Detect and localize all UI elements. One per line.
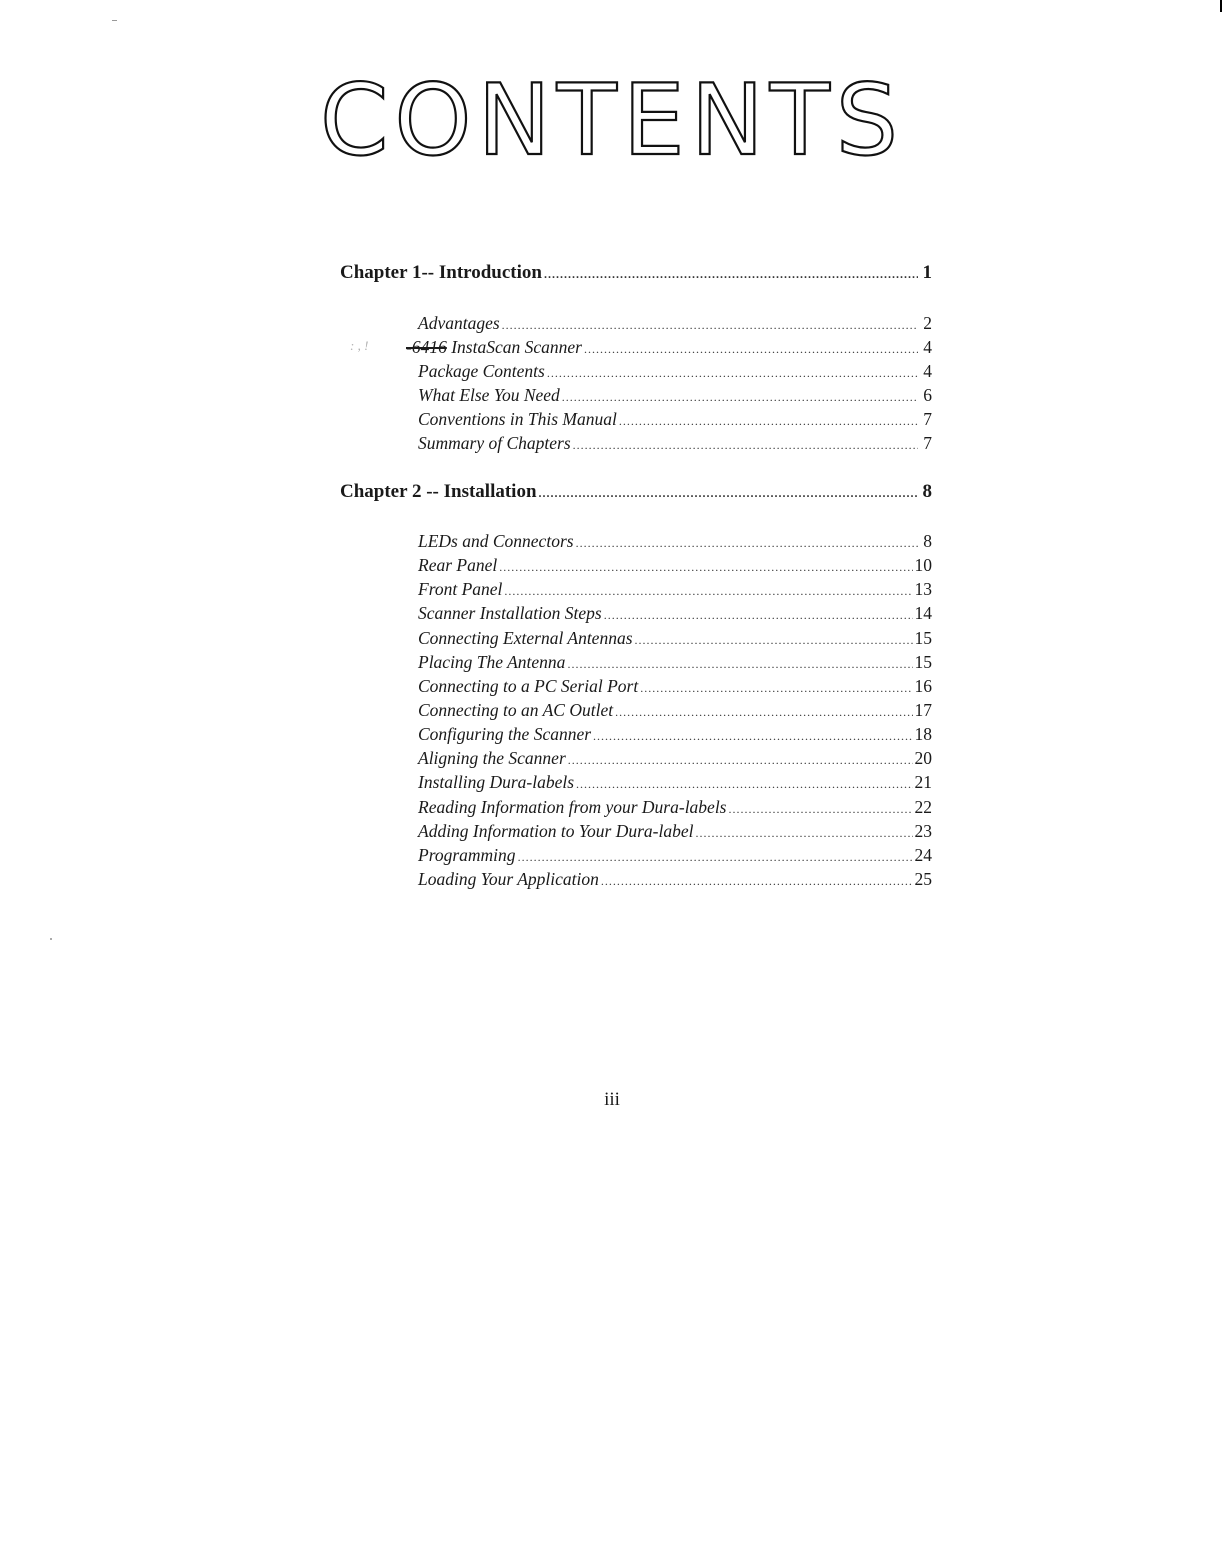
toc-chapter-1[interactable]	[340, 262, 932, 284]
entry-label: What Else You Need	[418, 385, 560, 405]
toc-entry[interactable]	[418, 845, 932, 866]
entry-label: Placing The Antenna	[418, 652, 566, 672]
toc-entry[interactable]	[418, 724, 932, 745]
dot-leader	[567, 657, 912, 672]
entry-page: 20	[914, 748, 932, 768]
entry-label: Connecting to an AC Outlet	[418, 700, 614, 720]
entry-page: 18	[914, 724, 932, 744]
entry-page: 4	[923, 361, 932, 381]
toc-entry[interactable]	[418, 676, 932, 697]
entry-label	[406, 337, 582, 358]
entry-page: 23	[914, 821, 932, 841]
toc-entry[interactable]	[418, 531, 932, 552]
toc-entry[interactable]	[418, 385, 932, 406]
toc-entry[interactable]	[418, 579, 932, 600]
dot-leader	[604, 608, 913, 623]
entry-label: Front Panel	[418, 579, 503, 599]
toc-entry[interactable]	[418, 628, 932, 649]
entry-page: 21	[914, 772, 932, 792]
toc-entry[interactable]	[418, 797, 932, 818]
entry-page: 2	[923, 313, 932, 333]
entry-page: 14	[914, 603, 932, 623]
margin-note: : , !	[350, 338, 369, 353]
dot-leader	[640, 681, 912, 696]
entry-page: 16	[914, 676, 932, 696]
page-title: CONTENTS	[319, 64, 905, 178]
entry-label: Configuring the Scanner	[418, 724, 592, 744]
dot-leader	[635, 633, 913, 648]
chapter-page: 8	[922, 481, 932, 502]
chapter-label: Chapter 1-- Introduction	[340, 262, 542, 283]
dot-leader	[584, 342, 918, 357]
dot-leader	[576, 777, 912, 792]
dot-leader	[601, 874, 913, 889]
entry-page: 4	[923, 337, 932, 357]
entry-label: Advantages	[418, 313, 500, 333]
toc-entry[interactable]	[418, 409, 932, 430]
dot-leader	[502, 318, 918, 333]
entry-page: 25	[914, 869, 932, 889]
entry-label: LEDs and Connectors	[418, 531, 574, 551]
entry-label: Loading Your Application	[418, 869, 599, 889]
toc-entry[interactable]	[418, 869, 932, 890]
dot-leader	[695, 826, 912, 841]
entry-page: 8	[923, 531, 932, 551]
entry-page: 7	[923, 409, 932, 429]
toc-entry[interactable]	[418, 433, 932, 454]
entry-label: Conventions in This Manual	[418, 409, 617, 429]
toc-chapter-2[interactable]	[340, 481, 932, 503]
dot-leader	[568, 753, 913, 768]
dot-leader	[544, 267, 918, 282]
entry-label: Programming	[418, 845, 516, 865]
dot-leader	[619, 414, 918, 429]
entry-label: Scanner Installation Steps	[418, 603, 602, 623]
entry-label: Connecting External Antennas	[418, 628, 633, 648]
dot-leader	[499, 560, 912, 575]
dot-leader	[576, 536, 918, 551]
toc-entry[interactable]	[418, 555, 932, 576]
dot-leader	[562, 390, 918, 405]
entry-label-text: InstaScan Scanner	[451, 337, 582, 357]
entry-page: 10	[914, 555, 932, 575]
entry-page: 7	[923, 433, 932, 453]
entry-page: 24	[914, 845, 932, 865]
toc-entry[interactable]	[418, 313, 932, 334]
dot-leader	[547, 366, 918, 381]
dot-leader	[539, 486, 918, 501]
dot-leader	[593, 729, 912, 744]
entry-label: Connecting to a PC Serial Port	[418, 676, 639, 696]
entry-page: 6	[923, 385, 932, 405]
dot-leader	[729, 802, 913, 817]
entry-label: Installing Dura-labels	[418, 772, 575, 792]
toc-entry[interactable]	[418, 700, 932, 721]
entry-label: Aligning the Scanner	[418, 748, 566, 768]
entry-page: 15	[914, 628, 932, 648]
entry-page: 22	[914, 797, 932, 817]
dot-leader	[504, 584, 912, 599]
entry-label: Reading Information from your Dura-labels	[418, 797, 727, 817]
chapter-label: Chapter 2 -- Installation	[340, 481, 537, 502]
entry-page: 15	[914, 652, 932, 672]
chapter-page: 1	[922, 262, 932, 283]
scan-speck	[50, 938, 52, 940]
toc-entry[interactable]	[418, 361, 932, 382]
toc-entry[interactable]	[418, 821, 932, 842]
scan-edge-mark	[1220, 0, 1222, 12]
toc-entry[interactable]	[418, 652, 932, 673]
toc-entry[interactable]	[418, 748, 932, 769]
page-number: iii	[604, 1089, 620, 1110]
entry-label: Summary of Chapters	[418, 433, 571, 453]
toc-entry[interactable]	[418, 603, 932, 624]
toc-entry[interactable]	[406, 337, 932, 358]
dot-leader	[615, 705, 912, 720]
toc-entry[interactable]	[418, 772, 932, 793]
entry-label: Adding Information to Your Dura-label	[418, 821, 694, 841]
entry-page: 13	[914, 579, 932, 599]
entry-label: Package Contents	[418, 361, 545, 381]
entry-label: Rear Panel	[418, 555, 498, 575]
entry-page: 17	[914, 700, 932, 720]
struck-model-number: -6416	[406, 337, 447, 357]
scan-speck	[112, 20, 117, 21]
dot-leader	[573, 438, 918, 453]
dot-leader	[518, 850, 913, 865]
